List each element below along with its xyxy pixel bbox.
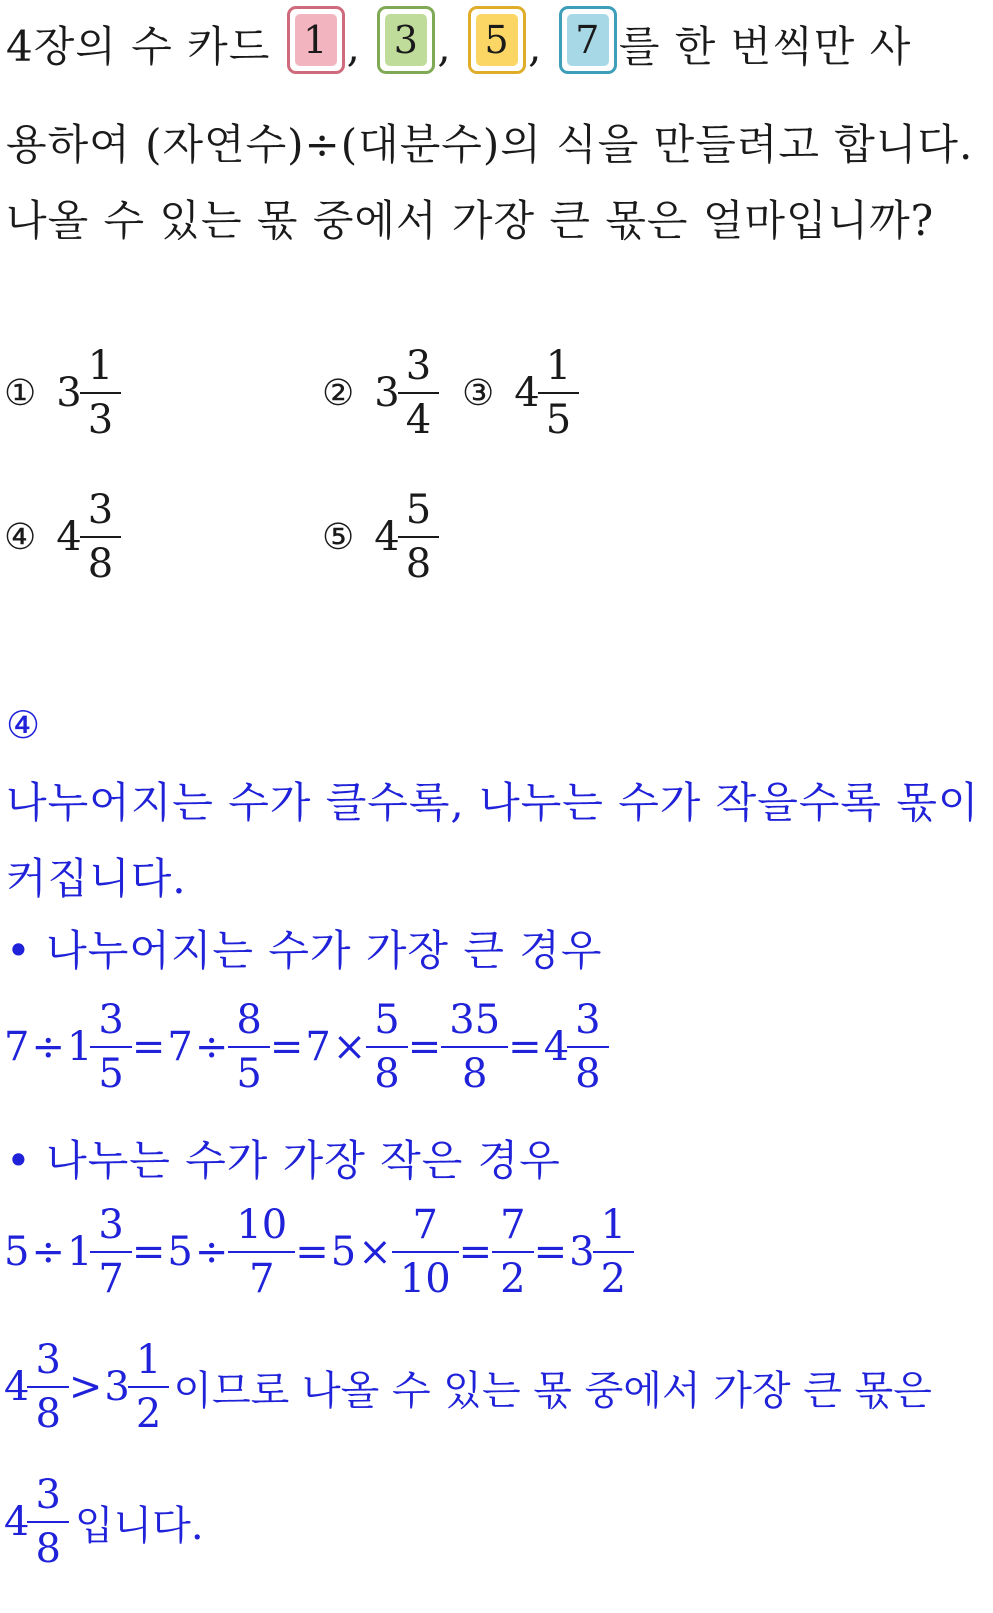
option-2[interactable]: ② 3 $\frac{3}{4}$	[322, 346, 437, 440]
option-4[interactable]: ④ 4 $\frac{3}{8}$	[4, 490, 119, 584]
final-answer-line: 4 $\frac{3}{8}$ 입니다.	[4, 1472, 204, 1572]
fraction: $\frac{3}{8}$	[31, 1475, 64, 1569]
solution-line-1: 나누어지는 수가 클수록, 나누는 수가 작을수록 몫이	[6, 778, 980, 827]
question-text: 4장의 수 카드	[6, 22, 271, 71]
fraction: $\frac{10}{7}$	[232, 1205, 291, 1299]
option-3[interactable]: ③ 4 $\frac{1}{5}$	[462, 346, 577, 440]
comparison-line: 4 $\frac{3}{8}$ > 3 $\frac{1}{2}$ 이므로 나올 수 있는 몫 중에서 가장 큰 몫은	[4, 1337, 932, 1437]
fraction: $\frac{5}{8}$	[370, 1000, 403, 1094]
fraction: $\frac{3}{4}$	[402, 346, 435, 440]
option-5[interactable]: ⑤ 4 $\frac{5}{8}$	[322, 490, 437, 584]
number-card-5: 5	[468, 6, 526, 74]
question-line-2: 용하여 (자연수)÷(대분수)의 식을 만들려고 합니다.	[6, 120, 974, 169]
fraction: $\frac{1}{2}$	[132, 1340, 165, 1434]
option-number: ⑤	[322, 516, 355, 558]
option-number: ①	[4, 372, 37, 414]
bullet-smallest-divisor: • 나누는 수가 가장 작은 경우	[6, 1136, 561, 1185]
option-number: ②	[322, 372, 355, 414]
fraction: $\frac{3}{8}$	[571, 1000, 604, 1094]
fraction: $\frac{3}{7}$	[94, 1205, 127, 1299]
answer-mark: ④	[6, 703, 41, 747]
fraction: $\frac{1}{3}$	[84, 346, 117, 440]
question-line-3: 나올 수 있는 몫 중에서 가장 큰 몫은 얼마입니까?	[6, 196, 935, 245]
option-1[interactable]: ① 3 $\frac{1}{3}$	[4, 346, 119, 440]
fraction: $\frac{3}{8}$	[31, 1340, 64, 1434]
question-line-1: 4장의 수 카드 1 , 3 , 5 , 7 를 한 번씩만 사	[6, 14, 911, 84]
option-number: ③	[462, 372, 495, 414]
fraction: $\frac{7}{10}$	[396, 1205, 455, 1299]
fraction: $\frac{3}{8}$	[84, 490, 117, 584]
fraction: $\frac{3}{5}$	[94, 1000, 127, 1094]
question-text: 를 한 번씩만 사	[618, 22, 912, 71]
fraction: $\frac{35}{8}$	[445, 1000, 504, 1094]
equation-2: 5 ÷ 1 $\frac{3}{7}$ = 5 ÷ $\frac{10}{7}$ = 5 × $\frac{7}{10}$ = $\frac{7}{2}$ = 3 $\frac{1}{2}$	[4, 1205, 632, 1299]
fraction: $\frac{1}{2}$	[597, 1205, 630, 1299]
fraction: $\frac{1}{5}$	[542, 346, 575, 440]
bullet-largest-dividend: • 나누어지는 수가 가장 큰 경우	[6, 926, 603, 975]
fraction: $\frac{5}{8}$	[402, 490, 435, 584]
number-card-1: 1	[287, 6, 345, 74]
fraction: $\frac{7}{2}$	[496, 1205, 529, 1299]
number-card-7: 7	[559, 6, 617, 74]
number-card-3: 3	[377, 6, 435, 74]
solution-line-2: 커집니다.	[6, 854, 187, 903]
equation-1: 7 ÷ 1 $\frac{3}{5}$ = 7 ÷ $\frac{8}{5}$ = 7 × $\frac{5}{8}$ = $\frac{35}{8}$ = 4 $\frac{3}{8}$	[4, 1000, 607, 1094]
option-number: ④	[4, 516, 37, 558]
fraction: $\frac{8}{5}$	[232, 1000, 265, 1094]
